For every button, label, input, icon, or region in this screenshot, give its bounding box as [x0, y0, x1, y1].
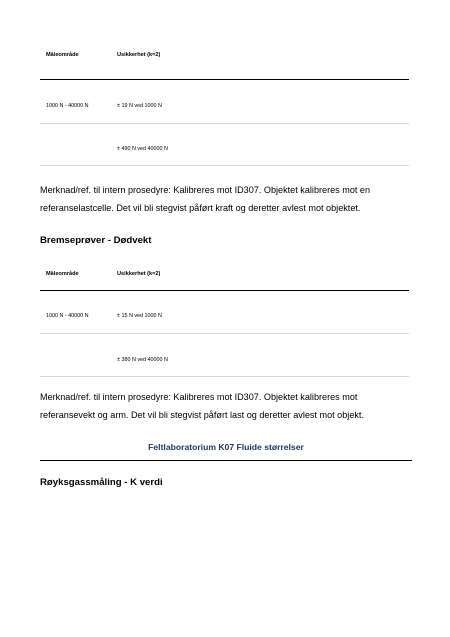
procedure-note-1: Merknad/ref. til intern prosedyre: Kalibreres mot ID307. Objektet kalibreres mot en referanselastcelle. Det vil bli stegvist påført kraft og deretter avlest mot objektet. — [40, 185, 371, 213]
uncertainty-cell: ± 380 N ved 40000 N — [117, 357, 168, 363]
uncertainty-cell: ± 19 N ved 1000 N — [117, 103, 162, 109]
table-row — [40, 80, 409, 124]
table-row — [40, 124, 409, 166]
column-header-uncertainty: Usikkerhet (k=2) — [117, 52, 161, 58]
section-header — [40, 438, 412, 461]
uncertainty-cell: ± 15 N ved 1000 N — [117, 313, 162, 319]
section-title: Feltlaboratorium K07 Fluide størrelser — [148, 442, 304, 452]
range-cell: 1000 N - 40000 N — [46, 103, 89, 109]
range-cell: 1000 N - 40000 N — [46, 313, 89, 319]
column-header-range: Måleområde — [46, 271, 79, 277]
calibration-table-2 — [40, 256, 409, 377]
column-header-range: Måleområde — [46, 52, 79, 58]
table-row — [40, 334, 409, 377]
uncertainty-cell: ± 490 N ved 40000 N — [117, 146, 168, 152]
table-row — [40, 291, 409, 334]
calibration-table-1 — [40, 45, 409, 166]
table-header — [40, 256, 409, 291]
heading-bremseprover: Bremseprøver - Dødvekt — [40, 235, 152, 246]
heading-royksgassmaling: Røyksgassmåling - K verdi — [40, 477, 163, 488]
procedure-note-2: Merknad/ref. til intern prosedyre: Kalibreres mot ID307. Objektet kalibreres mot referansevekt og arm. Det vil bli stegvist påført last og deretter avlest mot objekt. — [40, 392, 364, 420]
table-header — [40, 45, 409, 80]
column-header-uncertainty: Usikkerhet (k=2) — [117, 271, 161, 277]
